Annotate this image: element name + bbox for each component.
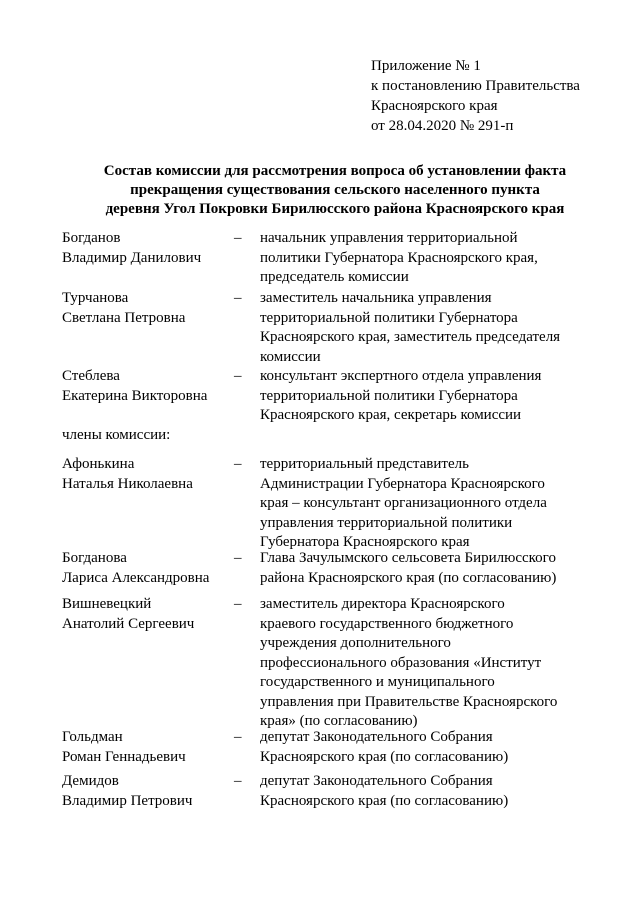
- dash-separator: –: [234, 773, 242, 789]
- document-title: [60, 162, 610, 219]
- dash-separator: –: [234, 550, 242, 566]
- title-line: прекращения существования сельского населенного пункта: [130, 182, 540, 198]
- dash-separator: –: [234, 729, 242, 745]
- position-line: начальник управления территориальной: [260, 230, 518, 246]
- appendix-line: Красноярского края: [371, 98, 498, 114]
- member-given-names: Екатерина Викторовна: [62, 387, 208, 404]
- position-line: управления при Правительстве Красноярского: [260, 693, 558, 710]
- member-surname: Стеблева: [62, 368, 120, 384]
- member-surname: Демидов: [62, 773, 119, 789]
- dash-separator: –: [234, 230, 242, 246]
- position-line: Красноярского края, секретарь комиссии: [260, 407, 522, 423]
- appendix-line: к постановлению Правительства: [371, 78, 580, 94]
- position-line: Красноярского края (по согласованию): [260, 792, 509, 809]
- position-line: комиссии: [260, 348, 321, 365]
- member-name: [62, 455, 193, 494]
- position-line: профессионального образования «Институт: [260, 654, 542, 671]
- position-line: учреждения дополнительного: [260, 635, 451, 651]
- member-position: [260, 289, 580, 367]
- member-position: [260, 549, 580, 588]
- position-line: территориальной политики Губернатора: [260, 387, 518, 404]
- dash-separator: –: [234, 368, 242, 384]
- position-line: края – консультант организационного отдела: [260, 495, 547, 511]
- position-line: заместитель начальника управления: [260, 290, 492, 306]
- member-given-names: Светлана Петровна: [62, 309, 186, 326]
- dash-separator: –: [234, 290, 242, 306]
- member-surname: Гольдман: [62, 729, 123, 745]
- title-line: деревня Угол Покровки Бирилюсского района Красноярского края: [105, 201, 565, 217]
- members-section-label: члены комиссии:: [62, 427, 171, 443]
- appendix-header: [371, 56, 580, 136]
- member-given-names: Лариса Александровна: [62, 569, 210, 586]
- position-line: Губернатора Красноярского края: [260, 534, 470, 550]
- appendix-line: Приложение № 1: [371, 58, 481, 74]
- position-line: Администрации Губернатора Красноярского: [260, 475, 545, 492]
- position-line: Красноярского края (по согласованию): [260, 748, 509, 765]
- member-name: [62, 549, 209, 588]
- member-name: [62, 367, 207, 406]
- position-line: Глава Зачулымского сельсовета Бирилюсского: [260, 550, 556, 566]
- member-given-names: Владимир Данилович: [62, 249, 202, 266]
- appendix-line: от 28.04.2020 № 291-п: [371, 118, 514, 134]
- member-surname: Богданов: [62, 230, 121, 246]
- member-position: [260, 455, 580, 553]
- position-line: политики Губернатора Красноярского края,: [260, 249, 538, 266]
- position-line: района Красноярского края (по согласованию): [260, 569, 557, 586]
- position-line: краевого государственного бюджетного: [260, 615, 514, 632]
- position-line: председатель комиссии: [260, 269, 409, 285]
- member-name: [62, 772, 192, 811]
- position-line: территориальной политики Губернатора: [260, 309, 518, 326]
- member-position: [260, 772, 580, 811]
- member-name: [62, 595, 194, 634]
- member-given-names: Владимир Петрович: [62, 792, 193, 809]
- member-surname: Турчанова: [62, 290, 129, 306]
- member-position: [260, 367, 580, 426]
- member-surname: Богданова: [62, 550, 127, 566]
- member-given-names: Наталья Николаевна: [62, 475, 193, 492]
- member-name: [62, 728, 186, 767]
- position-line: консультант экспертного отдела управления: [260, 368, 542, 384]
- member-position: [260, 229, 580, 288]
- position-line: Красноярского края, заместитель председателя: [260, 329, 561, 345]
- position-line: управления территориальной политики: [260, 514, 513, 531]
- position-line: края» (по согласованию): [260, 713, 418, 729]
- position-line: государственного и муниципального: [260, 674, 495, 690]
- member-given-names: Анатолий Сергеевич: [62, 615, 195, 632]
- dash-separator: –: [234, 456, 242, 472]
- member-name: [62, 229, 201, 268]
- member-position: [260, 728, 580, 767]
- position-line: депутат Законодательного Собрания: [260, 729, 493, 745]
- position-line: территориальный представитель: [260, 456, 469, 472]
- member-name: [62, 289, 185, 328]
- member-position: [260, 595, 580, 732]
- member-surname: Вишневецкий: [62, 596, 152, 612]
- title-line: Состав комиссии для рассмотрения вопроса об установлении факта: [103, 163, 567, 179]
- member-surname: Афонькина: [62, 456, 135, 472]
- dash-separator: –: [234, 596, 242, 612]
- member-given-names: Роман Геннадьевич: [62, 748, 186, 765]
- position-line: заместитель директора Красноярского: [260, 596, 505, 612]
- position-line: депутат Законодательного Собрания: [260, 773, 493, 789]
